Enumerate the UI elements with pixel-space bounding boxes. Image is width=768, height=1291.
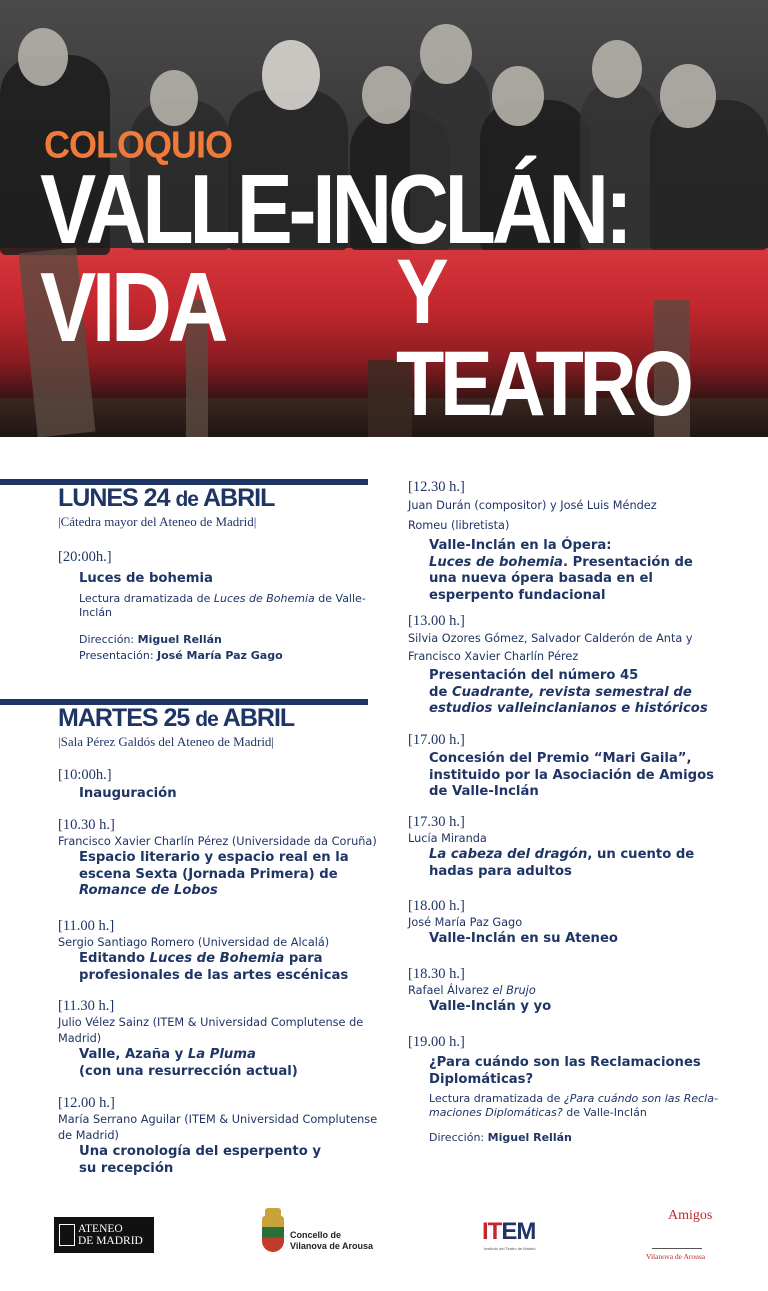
session-12-00 <box>58 1094 378 1177</box>
session-title: La cabeza del dragón, un cuento de hadas para adultos <box>429 847 695 879</box>
session-time: [18.00 h.] <box>408 898 465 914</box>
item-logo: ITEM Instituto del Teatro de Madrid <box>482 1218 536 1251</box>
session-12-30 <box>408 478 728 604</box>
session-time: [19.00 h.] <box>408 1034 465 1050</box>
session-11-30 <box>58 997 378 1080</box>
ateneo-line1: ATENEO <box>78 1223 123 1235</box>
session-time: [13.00 h.] <box>408 613 465 629</box>
figure-8 <box>650 100 768 250</box>
session-17-00 <box>408 731 728 801</box>
session-title: Espacio literario y espacio real en la escena Sexta (Jornada Primera) de Romance de Lobos <box>79 850 349 898</box>
head-4 <box>362 66 412 124</box>
session-title: ¿Para cuándo son las Reclamaciones Diplomáticas? <box>429 1055 701 1087</box>
session-direccion: Dirección: Miguel Rellán <box>429 1131 572 1144</box>
session-presentacion: Presentación: José María Paz Gago <box>79 648 283 662</box>
ateneo-emblem-icon <box>59 1224 75 1246</box>
session-title: Editando Luces de Bohemia para profesionales de las artes escénicas <box>79 951 349 983</box>
session-time: [10.30 h.] <box>58 817 115 833</box>
session-time: [10:00h.] <box>58 767 112 783</box>
session-speaker: María Serrano Aguilar (ITEM & Universidad Complutense de Madrid) <box>58 1113 378 1142</box>
head-2 <box>150 70 198 126</box>
session-20-00 <box>58 548 378 664</box>
session-18-30 <box>408 965 728 1016</box>
session-time: [12.00 h.] <box>58 1095 115 1111</box>
amigos-logo <box>646 1208 716 1266</box>
amigos-sub: Vilanova de Arousa <box>646 1252 706 1261</box>
head-3 <box>262 40 320 110</box>
session-time: [17.00 h.] <box>408 732 465 748</box>
session-title: Inauguración <box>79 786 177 801</box>
concello-line1: Concello de <box>290 1230 342 1240</box>
head-8 <box>660 64 716 128</box>
session-19-00 <box>408 1033 728 1146</box>
title-line-1: VALLE-INCLÁN: VIDA <box>40 154 629 362</box>
session-time: [12.30 h.] <box>408 479 465 495</box>
amigos-text: Amigos <box>668 1208 713 1223</box>
session-title: Luces de bohemia <box>79 571 213 586</box>
session-speaker: Francisco Xavier Charlín Pérez (Universidade da Coruña) <box>58 835 377 848</box>
session-10-00 <box>58 766 378 803</box>
session-title: Valle, Azaña y La Pluma (con una resurrección actual) <box>79 1047 298 1079</box>
session-17-30 <box>408 813 728 880</box>
day2-heading: MARTES 25 de ABRIL <box>58 704 295 732</box>
head-5 <box>420 24 472 84</box>
session-time: [20:00h.] <box>58 549 112 565</box>
title-line-2: Y TEATRO <box>396 241 690 435</box>
session-title: Concesión del Premio “Mari Gaila”, instituido por la Asociación de Amigos de Valle-Inclán <box>429 751 715 799</box>
hero-photo <box>0 0 768 437</box>
session-time: [11.00 h.] <box>58 918 115 934</box>
session-direccion: Dirección: Miguel Rellán <box>79 632 222 646</box>
session-title: Presentación del número 45 de Cuadrante, revista semestral de estudios valleinclanianos e históricos <box>429 668 708 716</box>
session-speaker: José María Paz Gago <box>408 916 523 929</box>
session-18-00 <box>408 897 728 948</box>
session-time: [18.30 h.] <box>408 966 465 982</box>
head-6 <box>492 66 544 126</box>
sponsor-logos <box>0 1200 768 1270</box>
day2-venue: |Sala Pérez Galdós del Ateneo de Madrid| <box>58 734 275 749</box>
kicker: COLOQUIO <box>44 122 232 166</box>
shield-icon <box>262 1216 284 1252</box>
session-speaker: Silvia Ozores Gómez, Salvador Calderón de Anta y Francisco Xavier Charlín Pérez <box>408 632 693 663</box>
session-time: [17.30 h.] <box>408 814 465 830</box>
session-time: [11.30 h.] <box>58 998 115 1014</box>
session-10-30 <box>58 816 378 900</box>
session-speaker: Juan Durán (compositor) y José Luis Méndez Romeu (libretista) <box>408 499 657 532</box>
session-11-00 <box>58 917 378 984</box>
session-speaker: Sergio Santiago Romero (Universidad de Alcalá) <box>58 936 330 949</box>
ateneo-logo <box>54 1217 154 1253</box>
session-desc: Lectura dramatizada de Luces de Bohemia de Valle-Inclán <box>79 591 366 619</box>
day1-heading: LUNES 24 de ABRIL <box>58 484 275 512</box>
concello-line2: Vilanova de Arousa <box>290 1241 374 1251</box>
ateneo-line2: DE MADRID <box>78 1235 143 1247</box>
day1-venue: |Cátedra mayor del Ateneo de Madrid| <box>58 514 257 529</box>
session-speaker: Julio Vélez Sainz (ITEM & Universidad Complutense de Madrid) <box>58 1016 364 1045</box>
head-7 <box>592 40 642 98</box>
session-title: Una cronología del esperpento y su recepción <box>79 1144 321 1176</box>
session-title: Valle-Inclán y yo <box>429 999 552 1014</box>
session-13-00 <box>408 612 728 718</box>
signature-icon <box>652 1230 702 1249</box>
session-speaker: Lucía Miranda <box>408 832 487 845</box>
session-desc: Lectura dramatizada de ¿Para cuándo son las Reclamaciones Diplomáticas? de Valle-Inclán <box>429 1092 718 1119</box>
session-title: Valle-Inclán en la Ópera: Luces de bohemia. Presentación de una nueva ópera basada en el esperpento fundacional <box>429 538 693 603</box>
session-title: Valle-Inclán en su Ateneo <box>429 931 618 946</box>
session-speaker: Rafael Álvarez el Brujo <box>408 984 536 997</box>
head-1 <box>18 28 68 86</box>
